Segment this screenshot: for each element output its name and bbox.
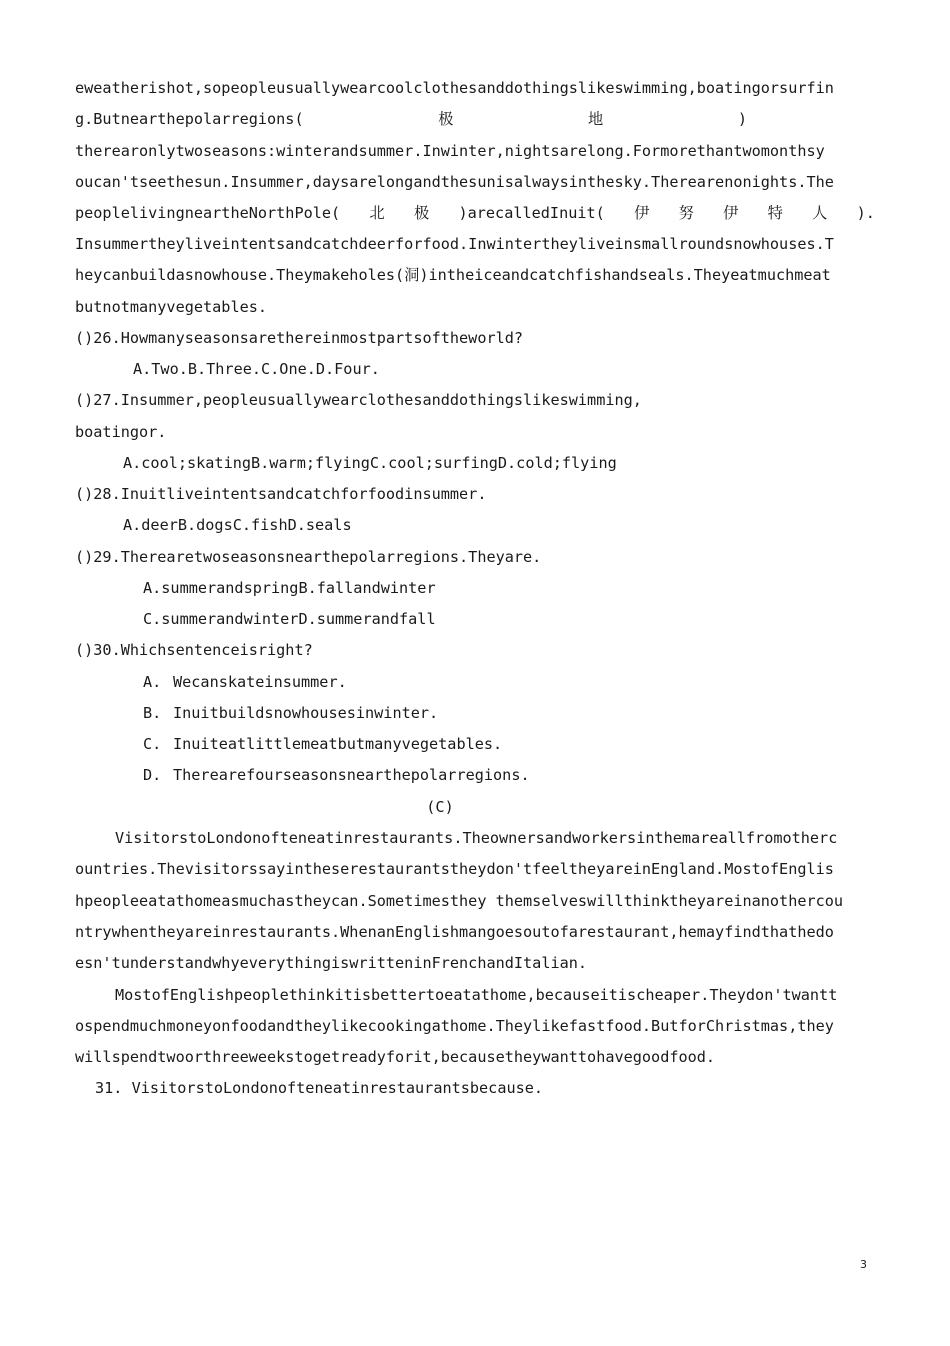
passage-line: VisitorstoLondonofteneatinrestaurants.Theownersandworkersinthemareallfromotherc bbox=[115, 829, 838, 847]
passage-line: esn'tunderstandwhyeverythingiswritteninFrenchandItalian. bbox=[75, 954, 588, 972]
question-29-options-row1: A.summerandspringB.fallandwinter bbox=[143, 579, 436, 597]
passage-line: ountries.Thevisitorssayintheserestaurantstheydon'tfeeltheyareinEngland.MostofEnglis bbox=[75, 860, 834, 878]
passage-line: eweatherishot,sopeopleusuallywearcoolclothesanddothingslikeswimming,boatingorsurfin bbox=[75, 79, 834, 97]
question-30-option-a: A. Wecanskateinsummer. bbox=[143, 673, 347, 691]
passage-c-heading: (C) bbox=[426, 798, 454, 816]
question-30-stem: ()30.Whichsentenceisright? bbox=[75, 641, 313, 659]
question-30-option-b: B. Inuitbuildsnowhousesinwinter. bbox=[143, 704, 439, 722]
question-26-stem: ()26.Howmanyseasonsarethereinmostpartsoftheworld? bbox=[75, 329, 524, 347]
question-30-option-c: C. Inuiteatlittlemeatbutmanyvegetables. bbox=[143, 735, 503, 753]
question-30-option-d: D. Therearefourseasonsnearthepolarregions. bbox=[143, 766, 530, 784]
question-31-stem: 31. VisitorstoLondonofteneatinrestaurantsbecause. bbox=[95, 1079, 544, 1097]
passage-line: ntrywhentheyareinrestaurants.WhenanEnglishmangoesoutofarestaurant,hemayfindthathedo bbox=[75, 923, 834, 941]
passage-line: willspendtwoorthreeweekstogetreadyforit,becausetheywanttohavegoodfood. bbox=[75, 1048, 716, 1066]
passage-line: oucan'tseethesun.Insummer,daysarelongandthesunisalwaysinthesky.Therearenonights.The bbox=[75, 173, 834, 191]
question-26-options: A.Two.B.Three.C.One.D.Four. bbox=[133, 360, 380, 378]
question-28-stem: ()28.Inuitliveintentsandcatchforfoodinsummer. bbox=[75, 485, 487, 503]
passage-line: ospendmuchmoneyonfoodandtheylikecookingathome.Theylikefastfood.ButforChristmas,they bbox=[75, 1017, 834, 1035]
passage-line: Insummertheyliveintentsandcatchdeerforfood.Inwintertheyliveinsmallroundsnowhouses.T bbox=[75, 235, 834, 253]
passage-line: MostofEnglishpeoplethinkitisbettertoeatathome,becauseitischeaper.Theydon'twantt bbox=[115, 986, 838, 1004]
passage-line: g.Butnearthepolarregions( 极 地 ) bbox=[75, 110, 747, 128]
question-27-stem: ()27.Insummer,peopleusuallywearclothesanddothingslikeswimming, bbox=[75, 391, 642, 409]
question-28-options: A.deerB.dogsC.fishD.seals bbox=[123, 516, 352, 534]
question-27-options: A.cool;skatingB.warm;flyingC.cool;surfingD.cold;flying bbox=[123, 454, 617, 472]
passage-line: hpeopleeatathomeasmuchastheycan.Sometimesthey themselveswillthinktheyareinanothercou bbox=[75, 892, 844, 910]
passage-line: peoplelivingneartheNorthPole( 北 极 )arecalledInuit( 伊 努 伊 特 人 ). bbox=[75, 204, 875, 222]
passage-line: heycanbuildasnowhouse.Theymakeholes(洞)intheiceandcatchfishandseals.Theyeatmuchmeat bbox=[75, 266, 831, 284]
question-27-stem-cont: boatingor. bbox=[75, 423, 167, 441]
question-29-options-row2: C.summerandwinterD.summerandfall bbox=[143, 610, 436, 628]
question-29-stem: ()29.Therearetwoseasonsnearthepolarregions.Theyare. bbox=[75, 548, 542, 566]
page-number: 3 bbox=[860, 1258, 867, 1271]
passage-line: butnotmanyvegetables. bbox=[75, 298, 268, 316]
passage-line: therearonlytwoseasons:winterandsummer.Inwinter,nightsarelong.Formorethantwomonthsy bbox=[75, 142, 825, 160]
